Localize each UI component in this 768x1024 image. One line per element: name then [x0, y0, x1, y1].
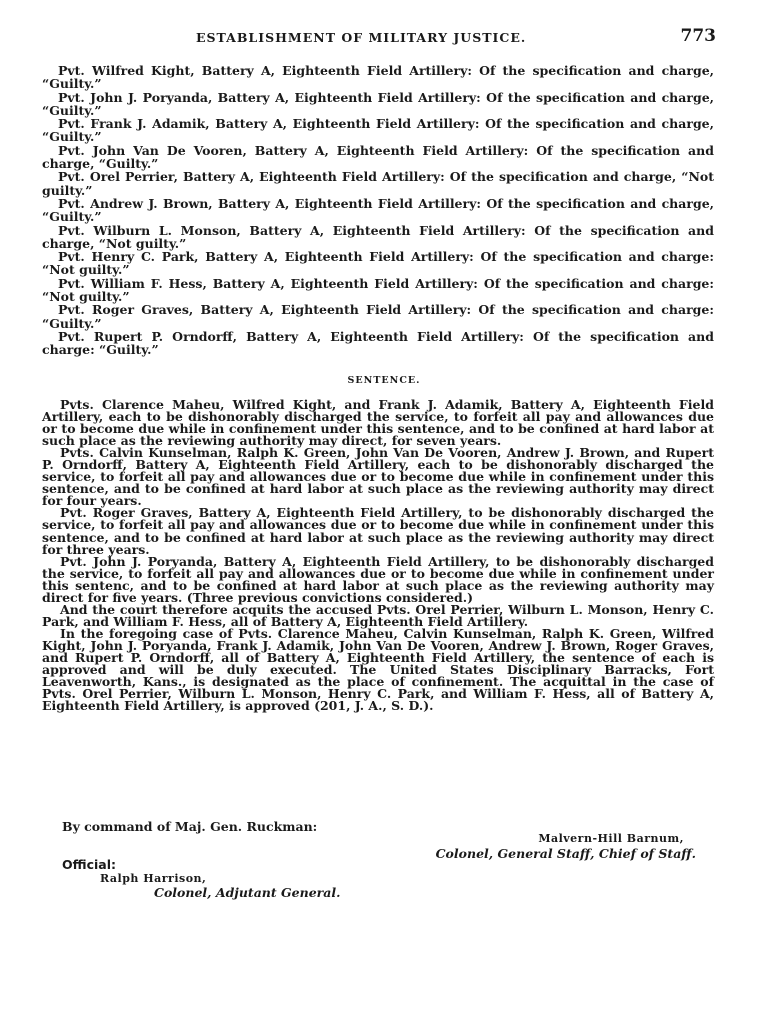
- running-title: ESTABLISHMENT OF MILITARY JUSTICE.: [196, 30, 527, 45]
- sentence-paragraph: Pvts. Clarence Maheu, Wilfred Kight, and Frank J. Adamik, Battery A, Eighteenth Field Artillery, each to be dishonorably discharged the service, to forfeit all pay and allowances due or to become due while in confinement under this sentence, and to be confined at hard labor at such place as the reviewing authority may direct, for seven years.: [42, 397, 714, 449]
- finding-item: Pvt. Roger Graves, Battery A, Eighteenth Field Artillery: Of the specification and charge: “Guilty.”: [42, 302, 714, 331]
- sentence-paragraph: And the court therefore acquits the accused Pvts. Orel Perrier, Wilburn L. Monson, Henry C. Park, and William F. Hess, all of Battery A, Eighteenth Field Artillery.: [42, 601, 714, 629]
- finding-item: Pvt. Frank J. Adamik, Battery A, Eighteenth Field Artillery: Of the specification and charge, “Guilty.”: [42, 116, 714, 145]
- signer-title: Colonel, General Staff, Chief of Staff.: [435, 846, 696, 861]
- sentence-body: [42, 399, 714, 712]
- signer-name: Malvern-Hill Barnum,: [538, 832, 684, 845]
- finding-item: Pvt. William F. Hess, Battery A, Eighteenth Field Artillery: Of the specification and charge: “Not guilty.”: [42, 275, 714, 305]
- official-title: Colonel, Adjutant General.: [154, 885, 341, 900]
- page-header: [56, 28, 716, 52]
- sentence-paragraph: In the foregoing case of Pvts. Clarence Maheu, Calvin Kunselman, Ralph K. Green, Wilfred Kight, John J. Poryanda, Frank J. Adamik, John Van De Vooren, Andrew J. Brown, Roger Graves, and Rupert P. Orndorff, all of Battery A, Eighteenth Field Artillery, the sentence of each is approved and will be duly executed. The United States Disciplinary Barracks, Fort Leavenworth, Kans., is designated as the place of confinement. The acquittal in the case of Pvts. Orel Perrier, Wilburn L. Monson, Henry C. Park, and William F. Hess, all of Battery A, Eighteenth Field Artillery, is approved (201, J. A., S. D.).: [42, 625, 714, 714]
- official-name: Ralph Harrison,: [100, 872, 207, 885]
- findings-list: [42, 64, 714, 357]
- page-number: 773: [680, 26, 716, 46]
- sentence-heading: SENTENCE.: [347, 375, 421, 386]
- finding-item: Pvt. Wilburn L. Monson, Battery A, Eighteenth Field Artillery: Of the specification and charge, “Not guilty.”: [42, 222, 714, 251]
- finding-item: Pvt. Wilfred Kight, Battery A, Eighteenth Field Artillery: Of the specification and charge, “Guilty.”: [42, 63, 714, 92]
- command-line: By command of Maj. Gen. Ruckman:: [62, 819, 318, 834]
- finding-item: Pvt. Orel Perrier, Battery A, Eighteenth Field Artillery: Of the specification and charge, “Not guilty.”: [42, 169, 714, 198]
- finding-item: Pvt. Andrew J. Brown, Battery A, Eighteenth Field Artillery: Of the specification and charge, “Guilty.”: [42, 195, 714, 225]
- sentence-paragraph: Pvts. Calvin Kunselman, Ralph K. Green, John Van De Vooren, Andrew J. Brown, and Rupert P. Orndorff, Battery A, Eighteenth Field Artillery, each to be dishonorably discharged the service, to forfeit all pay and allowances due or to become due while in confinement under this sentence, and to be confined at hard labor at such place as the reviewing authority may direct for four years.: [42, 445, 714, 509]
- official-label: Official:: [62, 857, 116, 872]
- finding-item: Pvt. Rupert P. Orndorff, Battery A, Eighteenth Field Artillery: Of the specification and charge: “Guilty.”: [42, 328, 714, 358]
- finding-item: Pvt. John J. Poryanda, Battery A, Eighteenth Field Artillery: Of the specification and charge, “Guilty.”: [42, 89, 714, 118]
- sentence-paragraph: Pvt. Roger Graves, Battery A, Eighteenth Field Artillery, to be dishonorably discharged the service, to forfeit all pay and allowances due or to become due while in confinement under this sentence, and to be confined at hard labor at such place as the reviewing authority may direct for three years.: [42, 505, 714, 557]
- finding-item: Pvt. Henry C. Park, Battery A, Eighteenth Field Artillery: Of the specification and charge: “Not guilty.”: [42, 249, 714, 278]
- finding-item: Pvt. John Van De Vooren, Battery A, Eighteenth Field Artillery: Of the specification and charge, “Guilty.”: [42, 142, 714, 172]
- sentence-paragraph: Pvt. John J. Poryanda, Battery A, Eighteenth Field Artillery, to be dishonorably discharged the service, to forfeit all pay and allowances due or to become due while in confinement under this sentenc, and to be confined at hard labor at such place as the reviewing authority may direct for five years. (Three previous convictions considered.): [42, 553, 714, 605]
